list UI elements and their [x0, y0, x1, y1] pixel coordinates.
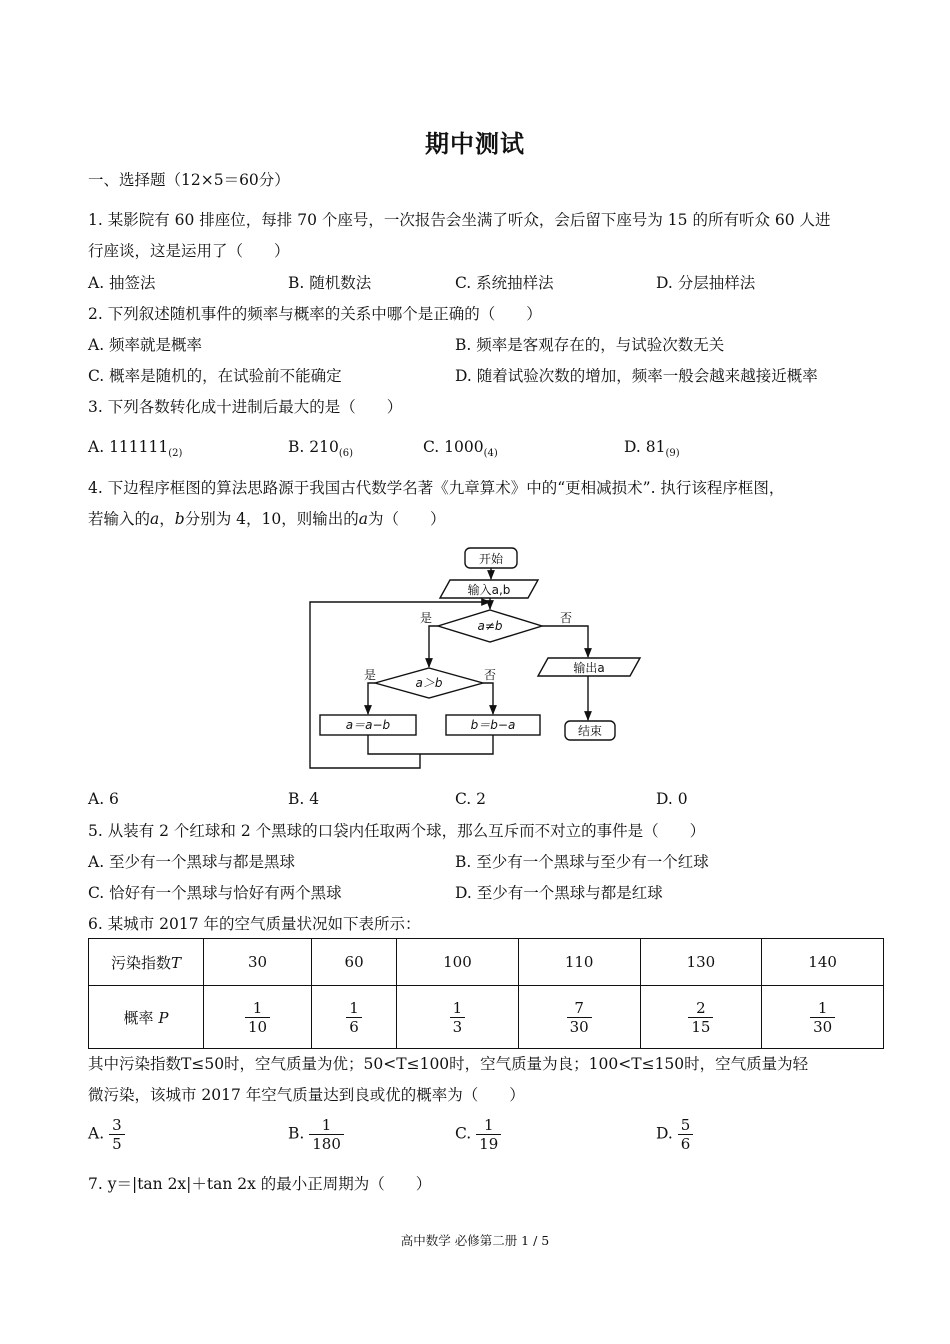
q4-option-a: A. 6 [88, 790, 119, 808]
flow-output-label: 输出a [573, 661, 605, 675]
q1-option-a: A. 抽签法 [88, 274, 156, 292]
flow-assign2-label: b＝b−a [470, 718, 516, 732]
q1-option-c: C. 系统抽样法 [455, 274, 554, 292]
q7-stem: 7. y＝|tan 2x|＋tan 2x 的最小正周期为（ ） [88, 1175, 432, 1193]
q4-stem-line2: 若输入的a，b分别为 4，10，则输出的a为（ ） [88, 510, 446, 528]
q4-option-c: C. 2 [455, 790, 487, 808]
flow-cond1-label: a≠b [477, 619, 503, 633]
table-row [89, 986, 884, 1049]
q3-option-d: D. $81_{(9)}$ [624, 438, 680, 459]
q1-option-d: D. 分层抽样法 [656, 274, 756, 292]
q1-stem-line2: 行座谈，这是运用了（ ） [88, 242, 290, 260]
flow-end-label: 结束 [577, 724, 603, 738]
q3-stem: 3. 下列各数转化成十进制后最大的是（ ） [88, 398, 403, 416]
q1-option-b: B. 随机数法 [288, 274, 372, 292]
q6-stem: 6. 某城市 2017 年的空气质量状况如下表所示： [88, 915, 421, 933]
q6-text-line2: 微污染，该城市 2017 年空气质量达到良或优的概率为（ ） [88, 1086, 525, 1104]
q6-option-b: B. $\frac{1}{180}$ [288, 1116, 344, 1153]
table-cell: 60 [312, 939, 397, 986]
table-cell: $\frac{1}{30}$ [762, 986, 884, 1049]
q5-option-c: C. 恰好有一个黑球与恰好有两个黑球 [88, 884, 342, 902]
q1-stem-line1: 1. 某影院有 60 排座位，每排 70 个座号，一次报告会坐满了听众，会后留下座号为 15 的所有听众 60 人进 [88, 211, 831, 229]
table-cell: 110 [518, 939, 640, 986]
q2-option-a: A. 频率就是概率 [88, 336, 203, 354]
page-title: 期中测试 [425, 129, 525, 158]
q4-option-b: B. 4 [288, 790, 320, 808]
q3-option-a: A. $111111_{(2)}$ [88, 438, 183, 459]
flow-assign1-label: a＝a−b [345, 718, 391, 732]
table-cell: $\frac{7}{30}$ [518, 986, 640, 1049]
q3-option-b: B. $210_{(6)}$ [288, 438, 354, 459]
flow-no1-label: 否 [559, 611, 573, 625]
q2-stem: 2. 下列叙述随机事件的频率与概率的关系中哪个是正确的（ ） [88, 305, 542, 323]
q5-stem: 5. 从装有 2 个红球和 2 个黑球的口袋内任取两个球，那么互斥而不对立的事件是（ ） [88, 822, 706, 840]
flow-cond2-label: a＞b [415, 676, 443, 690]
q6-option-d: D. $\frac{5}{6}$ [656, 1116, 693, 1153]
table-cell: 100 [397, 939, 519, 986]
q4-stem-line1: 4. 下边程序框图的算法思路源于我国古代数学名著《九章算术》中的“更相减损术”. 执行该程序框图， [88, 479, 785, 497]
table-cell: 140 [762, 939, 884, 986]
q2-option-b: B. 频率是客观存在的，与试验次数无关 [455, 336, 725, 354]
section-heading: 一、选择题（12×5＝60分） [88, 171, 290, 189]
table-header-prob: 概率 P [89, 986, 204, 1049]
table-row [89, 939, 884, 986]
table-cell: $\frac{1}{10}$ [204, 986, 312, 1049]
q2-option-c: C. 概率是随机的，在试验前不能确定 [88, 367, 342, 385]
page-footer: 高中数学 必修第二册 1 / 5 [400, 1233, 550, 1248]
q2-option-d: D. 随着试验次数的增加，频率一般会越来越接近概率 [455, 367, 818, 385]
flow-no2-label: 否 [483, 668, 497, 682]
table-cell: $\frac{2}{15}$ [640, 986, 762, 1049]
q6-option-a: A. $\frac{3}{5}$ [88, 1116, 125, 1153]
q6-text-line1: 其中污染指数T≤50时，空气质量为优；50<T≤100时，空气质量为良；100<T≤150时，空气质量为轻 [88, 1055, 809, 1073]
q3-option-c: C. $1000_{(4)}$ [423, 438, 498, 459]
q5-option-d: D. 至少有一个黑球与都是红球 [455, 884, 663, 902]
q5-option-a: A. 至少有一个黑球与都是黑球 [88, 853, 296, 871]
q6-option-c: C. $\frac{1}{19}$ [455, 1116, 501, 1153]
air-quality-table [88, 938, 884, 1049]
flow-yes2-label: 是 [363, 668, 377, 682]
program-flowchart [300, 540, 650, 780]
table-cell: $\frac{1}{6}$ [312, 986, 397, 1049]
table-cell: 130 [640, 939, 762, 986]
flow-input-label: 输入a,b [467, 583, 511, 597]
table-cell: 30 [204, 939, 312, 986]
table-header-index: 污染指数T [89, 939, 204, 986]
table-cell: $\frac{1}{3}$ [397, 986, 519, 1049]
q5-option-b: B. 至少有一个黑球与至少有一个红球 [455, 853, 709, 871]
flow-start-label: 开始 [478, 552, 504, 566]
q4-option-d: D. 0 [656, 790, 688, 808]
flow-yes1-label: 是 [419, 611, 433, 625]
